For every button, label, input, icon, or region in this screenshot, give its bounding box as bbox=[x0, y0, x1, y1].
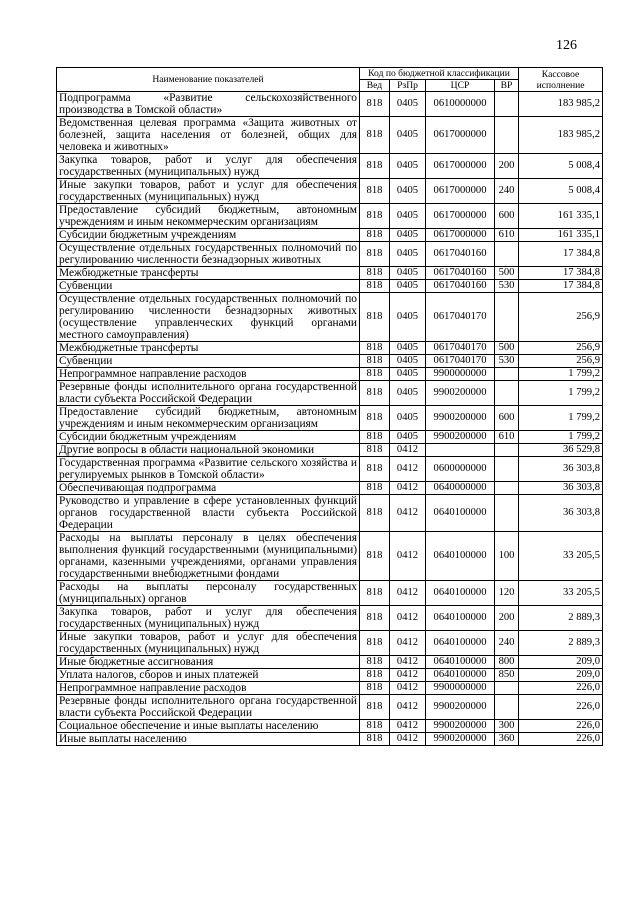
row-rzpr: 0405 bbox=[390, 204, 426, 229]
row-vr: 360 bbox=[495, 733, 519, 746]
row-rzpr: 0405 bbox=[390, 431, 426, 444]
row-rzpr: 0405 bbox=[390, 293, 426, 342]
row-amount: 161 335,1 bbox=[519, 229, 603, 242]
row-ved: 818 bbox=[360, 606, 390, 631]
row-name: Иные закупки товаров, работ и услуг для обеспечения государственных (муниципальных) нужд bbox=[57, 179, 360, 204]
row-csr: 0610000000 bbox=[426, 92, 495, 117]
row-amount: 1 799,2 bbox=[519, 368, 603, 381]
table-row bbox=[57, 368, 603, 381]
row-vr bbox=[495, 293, 519, 342]
table-row bbox=[57, 293, 603, 342]
row-vr: 530 bbox=[495, 355, 519, 368]
table-row bbox=[57, 381, 603, 406]
row-rzpr: 0405 bbox=[390, 267, 426, 280]
row-ved: 818 bbox=[360, 631, 390, 656]
table-row bbox=[57, 229, 603, 242]
row-amount: 1 799,2 bbox=[519, 406, 603, 431]
table-header bbox=[57, 68, 603, 92]
row-vr: 530 bbox=[495, 280, 519, 293]
row-vr: 200 bbox=[495, 154, 519, 179]
row-amount: 256,9 bbox=[519, 342, 603, 355]
table-row bbox=[57, 457, 603, 482]
row-amount: 256,9 bbox=[519, 293, 603, 342]
row-name: Государственная программа «Развитие сельского хозяйства и регулируемых рынков в Томской области» bbox=[57, 457, 360, 482]
row-rzpr: 0412 bbox=[390, 532, 426, 581]
row-name: Осуществление отдельных государственных полномочий по регулированию численности безнадзорных животных (осуществление управленческих функций органами местного самоуправления) bbox=[57, 293, 360, 342]
row-amount: 1 799,2 bbox=[519, 381, 603, 406]
row-ved: 818 bbox=[360, 457, 390, 482]
row-ved: 818 bbox=[360, 406, 390, 431]
row-csr: 0640000000 bbox=[426, 482, 495, 495]
header-rzpr: РзПр bbox=[390, 80, 426, 92]
row-amount: 209,0 bbox=[519, 669, 603, 682]
row-name: Непрограммное направление расходов bbox=[57, 368, 360, 381]
row-amount: 33 205,5 bbox=[519, 581, 603, 606]
row-vr bbox=[495, 381, 519, 406]
row-csr: 0617000000 bbox=[426, 229, 495, 242]
row-vr: 300 bbox=[495, 720, 519, 733]
table-row bbox=[57, 606, 603, 631]
page-number: 126 bbox=[556, 38, 577, 53]
table-row bbox=[57, 532, 603, 581]
row-csr: 0640100000 bbox=[426, 495, 495, 532]
row-rzpr: 0405 bbox=[390, 229, 426, 242]
row-name: Межбюджетные трансферты bbox=[57, 342, 360, 355]
row-name: Субвенции bbox=[57, 280, 360, 293]
row-name: Обеспечивающая подпрограмма bbox=[57, 482, 360, 495]
row-csr: 0600000000 bbox=[426, 457, 495, 482]
table-row bbox=[57, 495, 603, 532]
row-rzpr: 0412 bbox=[390, 457, 426, 482]
table-row bbox=[57, 280, 603, 293]
row-csr: 9900200000 bbox=[426, 431, 495, 444]
row-vr: 600 bbox=[495, 204, 519, 229]
row-amount: 5 008,4 bbox=[519, 154, 603, 179]
row-ved: 818 bbox=[360, 204, 390, 229]
row-amount: 2 889,3 bbox=[519, 606, 603, 631]
row-rzpr: 0412 bbox=[390, 669, 426, 682]
table-row bbox=[57, 406, 603, 431]
row-ved: 818 bbox=[360, 695, 390, 720]
row-vr: 240 bbox=[495, 631, 519, 656]
row-csr: 0617040170 bbox=[426, 355, 495, 368]
row-rzpr: 0412 bbox=[390, 444, 426, 457]
row-name: Уплата налогов, сборов и иных платежей bbox=[57, 669, 360, 682]
table-row bbox=[57, 444, 603, 457]
table-row bbox=[57, 656, 603, 669]
row-ved: 818 bbox=[360, 444, 390, 457]
row-vr: 240 bbox=[495, 179, 519, 204]
row-csr: 9900200000 bbox=[426, 695, 495, 720]
row-vr: 100 bbox=[495, 532, 519, 581]
row-name: Расходы на выплаты персоналу государственных (муниципальных) органов bbox=[57, 581, 360, 606]
row-csr: 9900000000 bbox=[426, 682, 495, 695]
row-rzpr: 0412 bbox=[390, 495, 426, 532]
row-vr bbox=[495, 444, 519, 457]
row-name: Непрограммное направление расходов bbox=[57, 682, 360, 695]
table-row bbox=[57, 669, 603, 682]
row-rzpr: 0412 bbox=[390, 482, 426, 495]
row-csr: 9900200000 bbox=[426, 381, 495, 406]
row-csr: 0617040160 bbox=[426, 280, 495, 293]
row-ved: 818 bbox=[360, 381, 390, 406]
row-ved: 818 bbox=[360, 179, 390, 204]
row-vr bbox=[495, 368, 519, 381]
header-row-top bbox=[57, 68, 603, 80]
row-rzpr: 0405 bbox=[390, 342, 426, 355]
row-vr: 600 bbox=[495, 406, 519, 431]
row-rzpr: 0405 bbox=[390, 280, 426, 293]
row-name: Субвенции bbox=[57, 355, 360, 368]
header-vr: ВР bbox=[495, 80, 519, 92]
row-rzpr: 0412 bbox=[390, 631, 426, 656]
row-amount: 161 335,1 bbox=[519, 204, 603, 229]
row-csr: 0640100000 bbox=[426, 656, 495, 669]
row-vr bbox=[495, 495, 519, 532]
row-csr: 0617000000 bbox=[426, 204, 495, 229]
row-vr bbox=[495, 482, 519, 495]
row-ved: 818 bbox=[360, 280, 390, 293]
row-ved: 818 bbox=[360, 368, 390, 381]
table-row bbox=[57, 720, 603, 733]
row-ved: 818 bbox=[360, 495, 390, 532]
row-csr: 0617040170 bbox=[426, 293, 495, 342]
table-row bbox=[57, 342, 603, 355]
table-row bbox=[57, 695, 603, 720]
row-amount: 183 985,2 bbox=[519, 92, 603, 117]
row-amount: 36 303,8 bbox=[519, 482, 603, 495]
table-row bbox=[57, 117, 603, 154]
row-name: Иные закупки товаров, работ и услуг для обеспечения государственных (муниципальных) нужд bbox=[57, 631, 360, 656]
row-name: Другие вопросы в области национальной экономики bbox=[57, 444, 360, 457]
row-ved: 818 bbox=[360, 117, 390, 154]
row-ved: 818 bbox=[360, 482, 390, 495]
row-rzpr: 0405 bbox=[390, 117, 426, 154]
row-amount: 17 384,8 bbox=[519, 242, 603, 267]
row-csr: 0617000000 bbox=[426, 179, 495, 204]
row-name: Предоставление субсидий бюджетным, автономным учреждениям и иным некоммерческим организациям bbox=[57, 406, 360, 431]
row-vr bbox=[495, 92, 519, 117]
row-amount: 36 529,8 bbox=[519, 444, 603, 457]
table-row bbox=[57, 92, 603, 117]
row-ved: 818 bbox=[360, 154, 390, 179]
row-ved: 818 bbox=[360, 342, 390, 355]
row-csr: 0617040170 bbox=[426, 342, 495, 355]
row-amount: 226,0 bbox=[519, 720, 603, 733]
row-vr: 610 bbox=[495, 431, 519, 444]
row-vr: 800 bbox=[495, 656, 519, 669]
row-amount: 36 303,8 bbox=[519, 457, 603, 482]
row-vr bbox=[495, 242, 519, 267]
row-name: Резервные фонды исполнительного органа государственной власти субъекта Российской Федерации bbox=[57, 381, 360, 406]
row-name: Субсидии бюджетным учреждениям bbox=[57, 431, 360, 444]
row-vr: 120 bbox=[495, 581, 519, 606]
row-rzpr: 0412 bbox=[390, 720, 426, 733]
row-amount: 226,0 bbox=[519, 733, 603, 746]
row-rzpr: 0405 bbox=[390, 368, 426, 381]
row-amount: 209,0 bbox=[519, 656, 603, 669]
row-csr: 0617040160 bbox=[426, 242, 495, 267]
row-ved: 818 bbox=[360, 242, 390, 267]
row-rzpr: 0412 bbox=[390, 581, 426, 606]
budget-table bbox=[56, 67, 603, 746]
row-amount: 2 889,3 bbox=[519, 631, 603, 656]
row-name: Иные бюджетные ассигнования bbox=[57, 656, 360, 669]
row-csr: 0640100000 bbox=[426, 532, 495, 581]
row-name: Руководство и управление в сфере установленных функций органов государственной власти субъекта Российской Федерации bbox=[57, 495, 360, 532]
row-csr: 0617000000 bbox=[426, 154, 495, 179]
row-csr: 0640100000 bbox=[426, 606, 495, 631]
header-ved: Вед bbox=[360, 80, 390, 92]
row-name: Осуществление отдельных государственных полномочий по регулированию численности безнадзорных животных bbox=[57, 242, 360, 267]
row-ved: 818 bbox=[360, 293, 390, 342]
row-rzpr: 0412 bbox=[390, 682, 426, 695]
row-amount: 256,9 bbox=[519, 355, 603, 368]
row-amount: 17 384,8 bbox=[519, 267, 603, 280]
row-vr: 500 bbox=[495, 267, 519, 280]
row-ved: 818 bbox=[360, 720, 390, 733]
row-vr bbox=[495, 457, 519, 482]
row-name: Иные выплаты населению bbox=[57, 733, 360, 746]
table-row bbox=[57, 631, 603, 656]
row-ved: 818 bbox=[360, 92, 390, 117]
row-amount: 226,0 bbox=[519, 682, 603, 695]
row-ved: 818 bbox=[360, 431, 390, 444]
row-rzpr: 0412 bbox=[390, 606, 426, 631]
row-csr: 0640100000 bbox=[426, 631, 495, 656]
row-name: Ведомственная целевая программа «Защита животных от болезней, защита населения от болезней, общих для человека и животных» bbox=[57, 117, 360, 154]
row-csr: 0640100000 bbox=[426, 669, 495, 682]
header-classification-group: Код по бюджетной классификации bbox=[360, 68, 519, 80]
row-csr: 0640100000 bbox=[426, 581, 495, 606]
row-amount: 1 799,2 bbox=[519, 431, 603, 444]
row-name: Подпрограмма «Развитие сельскохозяйственного производства в Томской области» bbox=[57, 92, 360, 117]
row-ved: 818 bbox=[360, 532, 390, 581]
row-vr: 850 bbox=[495, 669, 519, 682]
table-row bbox=[57, 267, 603, 280]
header-name: Наименование показателей bbox=[57, 68, 360, 92]
row-name: Закупка товаров, работ и услуг для обеспечения государственных (муниципальных) нужд bbox=[57, 154, 360, 179]
row-ved: 818 bbox=[360, 682, 390, 695]
row-rzpr: 0405 bbox=[390, 154, 426, 179]
row-csr: 9900000000 bbox=[426, 368, 495, 381]
row-rzpr: 0405 bbox=[390, 406, 426, 431]
table-row bbox=[57, 431, 603, 444]
table-body bbox=[57, 92, 603, 746]
row-rzpr: 0412 bbox=[390, 695, 426, 720]
table-row bbox=[57, 482, 603, 495]
table-row bbox=[57, 733, 603, 746]
row-vr: 500 bbox=[495, 342, 519, 355]
table-row bbox=[57, 154, 603, 179]
row-name: Расходы на выплаты персоналу в целях обеспечения выполнения функций государственными (муниципальными) органами, казенными учреждениями, органами управления государственными внебюджетными фондами bbox=[57, 532, 360, 581]
row-rzpr: 0412 bbox=[390, 733, 426, 746]
row-name: Закупка товаров, работ и услуг для обеспечения государственных (муниципальных) нужд bbox=[57, 606, 360, 631]
row-vr bbox=[495, 117, 519, 154]
row-rzpr: 0405 bbox=[390, 179, 426, 204]
row-amount: 17 384,8 bbox=[519, 280, 603, 293]
table-row bbox=[57, 581, 603, 606]
table-row bbox=[57, 204, 603, 229]
row-csr: 9900200000 bbox=[426, 733, 495, 746]
row-rzpr: 0405 bbox=[390, 355, 426, 368]
row-rzpr: 0405 bbox=[390, 92, 426, 117]
row-vr: 200 bbox=[495, 606, 519, 631]
row-name: Предоставление субсидий бюджетным, автономным учреждениям и иным некоммерческим организациям bbox=[57, 204, 360, 229]
header-execution: Кассовое исполнение bbox=[519, 68, 603, 92]
row-amount: 36 303,8 bbox=[519, 495, 603, 532]
row-rzpr: 0412 bbox=[390, 656, 426, 669]
table-row bbox=[57, 355, 603, 368]
row-csr: 9900200000 bbox=[426, 720, 495, 733]
row-csr bbox=[426, 444, 495, 457]
row-ved: 818 bbox=[360, 229, 390, 242]
row-name: Субсидии бюджетным учреждениям bbox=[57, 229, 360, 242]
row-vr bbox=[495, 682, 519, 695]
row-amount: 183 985,2 bbox=[519, 117, 603, 154]
row-ved: 818 bbox=[360, 581, 390, 606]
row-ved: 818 bbox=[360, 733, 390, 746]
row-ved: 818 bbox=[360, 656, 390, 669]
row-ved: 818 bbox=[360, 355, 390, 368]
row-csr: 9900200000 bbox=[426, 406, 495, 431]
row-name: Межбюджетные трансферты bbox=[57, 267, 360, 280]
row-amount: 226,0 bbox=[519, 695, 603, 720]
header-csr: ЦСР bbox=[426, 80, 495, 92]
table-row bbox=[57, 682, 603, 695]
row-amount: 5 008,4 bbox=[519, 179, 603, 204]
row-name: Социальное обеспечение и иные выплаты населению bbox=[57, 720, 360, 733]
row-csr: 0617040160 bbox=[426, 267, 495, 280]
row-csr: 0617000000 bbox=[426, 117, 495, 154]
row-amount: 33 205,5 bbox=[519, 532, 603, 581]
row-rzpr: 0405 bbox=[390, 242, 426, 267]
table-row bbox=[57, 179, 603, 204]
row-vr: 610 bbox=[495, 229, 519, 242]
row-vr bbox=[495, 695, 519, 720]
row-ved: 818 bbox=[360, 669, 390, 682]
row-name: Резервные фонды исполнительного органа государственной власти субъекта Российской Федерации bbox=[57, 695, 360, 720]
row-ved: 818 bbox=[360, 267, 390, 280]
row-rzpr: 0405 bbox=[390, 381, 426, 406]
table-row bbox=[57, 242, 603, 267]
